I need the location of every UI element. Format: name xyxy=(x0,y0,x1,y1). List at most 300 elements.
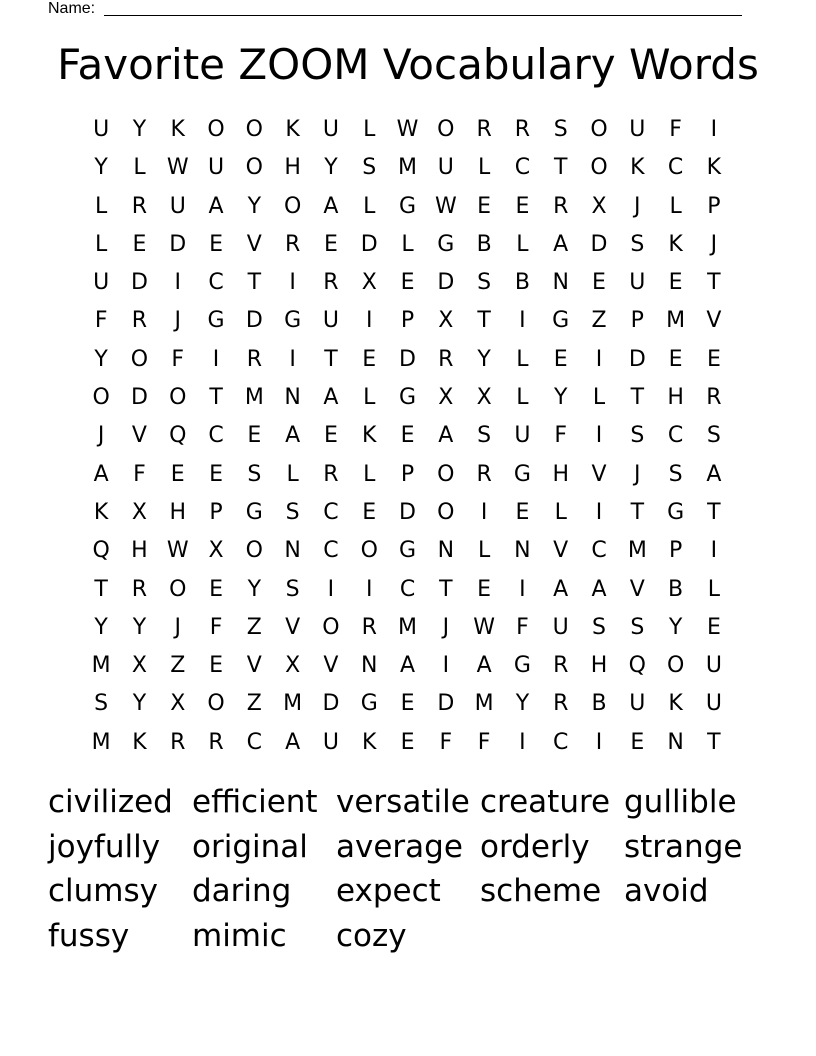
grid-letter: Q xyxy=(628,653,646,679)
grid-letter: A xyxy=(323,193,339,219)
grid-letter: U xyxy=(437,155,454,181)
grid-letter: A xyxy=(93,461,109,487)
grid-letter: V xyxy=(246,231,262,257)
grid-letter: P xyxy=(630,308,644,334)
grid-letter: X xyxy=(438,308,454,334)
grid-letter: I xyxy=(480,499,488,525)
grid-letter: Y xyxy=(132,614,147,640)
grid-letter: R xyxy=(706,385,722,411)
grid-letter: Y xyxy=(324,155,338,181)
grid-letter: T xyxy=(324,346,338,372)
grid-letter: R xyxy=(208,729,224,755)
grid-letter: U xyxy=(207,155,225,181)
grid-letter: I xyxy=(442,653,450,679)
grid-letter: R xyxy=(131,308,148,334)
grid-letter: I xyxy=(519,729,526,755)
grid-letter: P xyxy=(400,461,415,487)
grid-letter: V xyxy=(553,538,569,564)
grid-letter: L xyxy=(363,461,376,487)
grid-letter: O xyxy=(666,653,685,679)
grid-letter: E xyxy=(515,193,530,219)
grid-letter: U xyxy=(629,117,646,142)
grid-letter: Z xyxy=(170,653,186,679)
grid-letter: L xyxy=(477,155,491,181)
grid-letter: K xyxy=(93,499,109,525)
grid-letter: G xyxy=(398,538,417,564)
grid-letter: X xyxy=(591,193,607,219)
grid-letter: R xyxy=(131,193,148,219)
grid-letter: O xyxy=(437,499,455,525)
grid-letter: I xyxy=(710,538,718,564)
grid-letter: M xyxy=(474,691,494,717)
grid-letter: V xyxy=(323,653,339,679)
grid-letter: F xyxy=(554,423,568,449)
grid-letter: H xyxy=(667,385,684,411)
grid-letter: E xyxy=(209,231,223,257)
grid-letter: C xyxy=(399,576,416,602)
grid-letter: P xyxy=(209,499,223,525)
grid-letter: R xyxy=(284,231,301,257)
grid-letter: G xyxy=(437,231,455,257)
grid-letter: L xyxy=(592,385,606,411)
grid-letter: C xyxy=(323,499,339,525)
grid-letter: T xyxy=(630,385,645,411)
grid-letter: E xyxy=(706,614,721,640)
word-list-item: original xyxy=(192,828,308,865)
grid-letter: X xyxy=(361,270,377,296)
grid-letter: R xyxy=(170,729,186,755)
grid-letter: E xyxy=(706,346,721,372)
grid-letter: J xyxy=(634,193,641,219)
grid-letter: E xyxy=(668,270,683,296)
grid-letter: B xyxy=(668,576,684,602)
grid-letter: D xyxy=(322,691,340,717)
grid-letter: O xyxy=(590,155,608,181)
grid-letter: A xyxy=(553,576,569,602)
grid-letter: E xyxy=(668,346,683,372)
grid-letter: D xyxy=(130,385,148,411)
grid-letter: Y xyxy=(477,346,491,372)
word-list-item: joyfully xyxy=(48,828,161,865)
grid-letter: U xyxy=(169,193,186,219)
grid-letter: R xyxy=(246,346,262,372)
grid-letter: G xyxy=(207,308,225,334)
grid-letter: F xyxy=(477,729,491,755)
grid-letter: S xyxy=(553,117,568,142)
grid-letter: V xyxy=(706,308,722,334)
grid-letter: E xyxy=(400,270,415,296)
grid-letter: E xyxy=(209,576,223,602)
grid-letter: E xyxy=(209,653,223,679)
grid-letter: T xyxy=(707,270,721,296)
grid-letter: A xyxy=(285,423,301,449)
grid-letter: S xyxy=(247,461,262,487)
grid-letter: O xyxy=(360,538,378,564)
grid-letter: R xyxy=(131,576,148,602)
grid-letter: P xyxy=(707,193,721,219)
grid-letter: C xyxy=(246,729,263,755)
grid-letter: L xyxy=(669,193,682,219)
grid-letter: E xyxy=(400,691,415,717)
grid-letter: O xyxy=(169,576,187,602)
grid-letter: E xyxy=(132,231,147,257)
grid-letter: A xyxy=(399,653,416,679)
grid-letter: X xyxy=(438,385,454,411)
grid-letter: M xyxy=(91,653,111,679)
grid-letter: H xyxy=(131,538,148,564)
grid-letter: M xyxy=(91,729,111,755)
grid-letter: L xyxy=(516,346,529,372)
word-list xyxy=(48,780,788,958)
grid-letter: O xyxy=(437,461,455,487)
grid-letter: N xyxy=(360,653,378,679)
grid-letter: Y xyxy=(132,691,147,717)
grid-letter: C xyxy=(323,538,339,564)
grid-letter: G xyxy=(398,193,417,219)
grid-letter: F xyxy=(133,461,146,487)
grid-letter: L xyxy=(707,576,721,602)
grid-letter: K xyxy=(362,729,377,755)
grid-letter: E xyxy=(323,423,338,449)
grid-letter: W xyxy=(434,193,457,219)
grid-letter: A xyxy=(208,193,224,219)
grid-letter: E xyxy=(323,231,338,257)
grid-letter: D xyxy=(437,691,455,717)
word-list-item: daring xyxy=(192,873,292,909)
grid-letter: A xyxy=(438,423,454,449)
grid-letter: C xyxy=(667,423,684,449)
grid-letter: U xyxy=(322,308,339,334)
grid-letter: W xyxy=(166,155,189,181)
grid-letter: H xyxy=(169,499,187,525)
grid-letter: L xyxy=(363,385,376,411)
grid-letter: L xyxy=(363,117,376,142)
grid-letter: A xyxy=(323,385,339,411)
grid-letter: I xyxy=(595,729,603,755)
grid-letter: W xyxy=(473,614,495,640)
grid-letter: J xyxy=(442,614,450,640)
grid-letter: S xyxy=(94,691,109,717)
grid-letter: N xyxy=(552,270,569,296)
grid-letter: F xyxy=(516,614,529,640)
grid-letter: I xyxy=(289,346,296,372)
grid-letter: I xyxy=(710,117,718,142)
grid-letter: K xyxy=(285,117,300,142)
grid-letter: L xyxy=(95,193,108,219)
grid-letter: R xyxy=(438,346,454,372)
grid-letter: O xyxy=(590,117,608,142)
grid-letter: O xyxy=(92,385,110,411)
grid-letter: H xyxy=(284,155,301,181)
grid-letter: E xyxy=(209,461,223,487)
grid-letter: G xyxy=(245,499,263,525)
grid-letter: J xyxy=(710,231,718,257)
grid-letter: L xyxy=(516,231,529,257)
grid-letter: Y xyxy=(94,155,108,181)
grid-letter: J xyxy=(174,614,181,640)
grid-letter: V xyxy=(246,653,262,679)
grid-letter: U xyxy=(629,691,646,717)
grid-letter: O xyxy=(245,538,263,564)
grid-letter: G xyxy=(513,653,531,679)
grid-letter: N xyxy=(667,729,684,755)
word-list-item: strange xyxy=(624,828,743,865)
grid-letter: K xyxy=(668,691,683,717)
grid-letter: P xyxy=(668,538,683,564)
word-list-item: gullible xyxy=(624,784,737,820)
grid-letter: Y xyxy=(668,614,683,640)
grid-letter: L xyxy=(363,193,376,219)
letter-grid xyxy=(82,111,733,762)
grid-letter: D xyxy=(399,346,416,372)
name-label: Name: xyxy=(48,0,96,17)
grid-letter: M xyxy=(244,385,264,411)
grid-letter: O xyxy=(245,117,263,142)
grid-letter: L xyxy=(554,499,567,525)
grid-letter: I xyxy=(212,346,220,372)
grid-letter: X xyxy=(131,499,147,525)
grid-letter: S xyxy=(630,614,645,640)
grid-letter: M xyxy=(627,538,647,564)
grid-letter: E xyxy=(362,346,377,372)
grid-letter: R xyxy=(476,461,492,487)
grid-letter: V xyxy=(591,461,607,487)
grid-letter: R xyxy=(323,270,339,296)
grid-letter: N xyxy=(437,538,455,564)
grid-letter: E xyxy=(477,576,492,602)
grid-letter: A xyxy=(476,653,492,679)
grid-letter: V xyxy=(629,576,645,602)
grid-letter: T xyxy=(439,576,453,602)
grid-letter: F xyxy=(669,117,682,142)
grid-letter: E xyxy=(170,461,185,487)
grid-letter: X xyxy=(476,385,492,411)
grid-letter: S xyxy=(285,576,300,602)
grid-letter: C xyxy=(514,155,531,181)
grid-letter: F xyxy=(209,614,223,640)
grid-letter: L xyxy=(133,155,146,181)
grid-letter: G xyxy=(284,308,302,334)
grid-letter: E xyxy=(630,729,645,755)
grid-letter: A xyxy=(591,576,607,602)
grid-letter: G xyxy=(667,499,685,525)
grid-letter: T xyxy=(707,729,721,755)
grid-letter: O xyxy=(283,193,302,219)
grid-letter: C xyxy=(208,423,224,449)
grid-letter: D xyxy=(590,231,608,257)
grid-letter: B xyxy=(514,270,530,296)
grid-letter: E xyxy=(592,270,606,296)
grid-letter: T xyxy=(553,155,568,181)
grid-letter: H xyxy=(552,461,569,487)
grid-letter: L xyxy=(286,461,299,487)
grid-letter: K xyxy=(132,729,147,755)
grid-letter: T xyxy=(707,499,721,525)
grid-letter: M xyxy=(666,308,686,334)
grid-letter: J xyxy=(174,308,181,334)
grid-letter: R xyxy=(476,117,492,142)
grid-letter: K xyxy=(668,231,683,257)
grid-letter: Z xyxy=(246,614,262,640)
grid-letter: L xyxy=(516,385,529,411)
grid-letter: I xyxy=(595,499,603,525)
grid-letter: S xyxy=(668,461,683,487)
grid-letter: Y xyxy=(247,193,262,219)
grid-letter: Y xyxy=(94,614,108,640)
grid-letter: S xyxy=(630,231,645,257)
grid-letter: G xyxy=(360,691,378,717)
grid-letter: L xyxy=(95,231,108,257)
grid-letter: W xyxy=(396,117,419,142)
grid-letter: D xyxy=(245,308,263,334)
grid-letter: R xyxy=(514,117,531,142)
grid-letter: R xyxy=(553,691,569,717)
grid-letter: T xyxy=(477,308,491,334)
word-list-item: average xyxy=(336,828,463,865)
word-list-item: cozy xyxy=(336,917,407,954)
grid-letter: D xyxy=(399,499,416,525)
grid-letter: D xyxy=(437,270,455,296)
grid-letter: K xyxy=(362,423,377,449)
grid-letter: T xyxy=(94,576,108,602)
name-line xyxy=(104,15,742,16)
grid-letter: O xyxy=(437,117,455,142)
grid-letter: I xyxy=(327,576,335,602)
grid-letter: U xyxy=(629,270,646,296)
grid-letter: O xyxy=(322,614,340,640)
grid-letter: F xyxy=(171,346,185,372)
grid-letter: K xyxy=(706,155,722,181)
grid-letter: I xyxy=(289,270,296,296)
grid-letter: A xyxy=(553,231,569,257)
grid-letter: Z xyxy=(591,308,607,334)
grid-letter: D xyxy=(130,270,148,296)
grid-letter: A xyxy=(706,461,722,487)
grid-letter: M xyxy=(283,691,303,717)
grid-letter: T xyxy=(247,270,262,296)
grid-letter: R xyxy=(553,653,569,679)
grid-letter: U xyxy=(93,270,110,296)
grid-letter: T xyxy=(209,385,223,411)
grid-letter: S xyxy=(285,499,300,525)
grid-letter: N xyxy=(284,385,301,411)
grid-letter: O xyxy=(169,385,187,411)
grid-letter: I xyxy=(595,346,603,372)
grid-letter: U xyxy=(514,423,531,449)
grid-letter: U xyxy=(322,729,339,755)
grid-letter: B xyxy=(476,231,492,257)
grid-letter: O xyxy=(207,691,225,717)
grid-letter: U xyxy=(705,691,722,717)
word-list-item: scheme xyxy=(480,873,602,909)
grid-letter: S xyxy=(477,270,492,296)
grid-letter: V xyxy=(285,614,301,640)
grid-letter: Y xyxy=(132,117,147,142)
grid-letter: U xyxy=(322,117,339,142)
grid-letter: L xyxy=(401,231,414,257)
grid-letter: H xyxy=(590,653,608,679)
grid-letter: E xyxy=(362,499,377,525)
name-field xyxy=(48,0,742,18)
page-title: Favorite ZOOM Vocabulary Words xyxy=(57,40,759,89)
grid-letter: U xyxy=(552,614,569,640)
grid-letter: F xyxy=(439,729,453,755)
grid-letter: F xyxy=(94,308,108,334)
grid-letter: G xyxy=(398,385,417,411)
grid-letter: G xyxy=(513,461,531,487)
grid-letter: E xyxy=(247,423,262,449)
grid-letter: P xyxy=(400,308,415,334)
grid-letter: N xyxy=(514,538,531,564)
grid-letter: Y xyxy=(247,576,262,602)
grid-letter: S xyxy=(477,423,492,449)
grid-letter: Q xyxy=(92,538,110,564)
grid-letter: X xyxy=(131,653,147,679)
grid-letter: X xyxy=(285,653,301,679)
grid-letter: Y xyxy=(94,346,108,372)
grid-letter: I xyxy=(519,576,526,602)
grid-letter: T xyxy=(630,499,645,525)
grid-letter: G xyxy=(552,308,570,334)
grid-letter: O xyxy=(207,117,225,142)
grid-letter: K xyxy=(170,117,185,142)
grid-letter: Z xyxy=(246,691,262,717)
grid-letter: R xyxy=(361,614,377,640)
grid-letter: S xyxy=(630,423,645,449)
grid-letter: Y xyxy=(515,691,530,717)
grid-letter: N xyxy=(284,538,301,564)
grid-letter: R xyxy=(323,461,339,487)
grid-letter: E xyxy=(553,346,568,372)
grid-letter: J xyxy=(634,461,641,487)
grid-letter: E xyxy=(400,729,415,755)
word-list-item: expect xyxy=(336,873,441,909)
grid-letter: S xyxy=(592,614,606,640)
grid-letter: Y xyxy=(553,385,568,411)
grid-letter: I xyxy=(519,308,526,334)
word-list-item: clumsy xyxy=(48,873,158,909)
word-list-item: avoid xyxy=(624,873,709,909)
grid-letter: I xyxy=(365,308,373,334)
grid-letter: C xyxy=(591,538,607,564)
grid-letter: I xyxy=(595,423,603,449)
grid-letter: A xyxy=(285,729,301,755)
word-list-item: orderly xyxy=(480,828,590,865)
grid-letter: L xyxy=(477,538,491,564)
grid-letter: Q xyxy=(169,423,187,449)
grid-letter: I xyxy=(365,576,373,602)
grid-letter: D xyxy=(169,231,187,257)
grid-letter: U xyxy=(93,117,110,142)
grid-letter: D xyxy=(628,346,646,372)
grid-letter: R xyxy=(553,193,569,219)
grid-letter: K xyxy=(630,155,645,181)
grid-letter: E xyxy=(400,423,415,449)
grid-letter: O xyxy=(245,155,263,181)
word-list-item: versatile xyxy=(336,784,470,820)
word-list-item: efficient xyxy=(192,784,318,820)
grid-letter: I xyxy=(174,270,181,296)
grid-letter: C xyxy=(553,729,569,755)
grid-letter: W xyxy=(166,538,189,564)
grid-letter: C xyxy=(667,155,684,181)
grid-letter: M xyxy=(398,614,418,640)
word-list-item: creature xyxy=(480,784,611,820)
grid-letter: J xyxy=(97,423,105,449)
grid-letter: U xyxy=(705,653,722,679)
grid-letter: E xyxy=(477,193,492,219)
grid-letter: S xyxy=(706,423,721,449)
